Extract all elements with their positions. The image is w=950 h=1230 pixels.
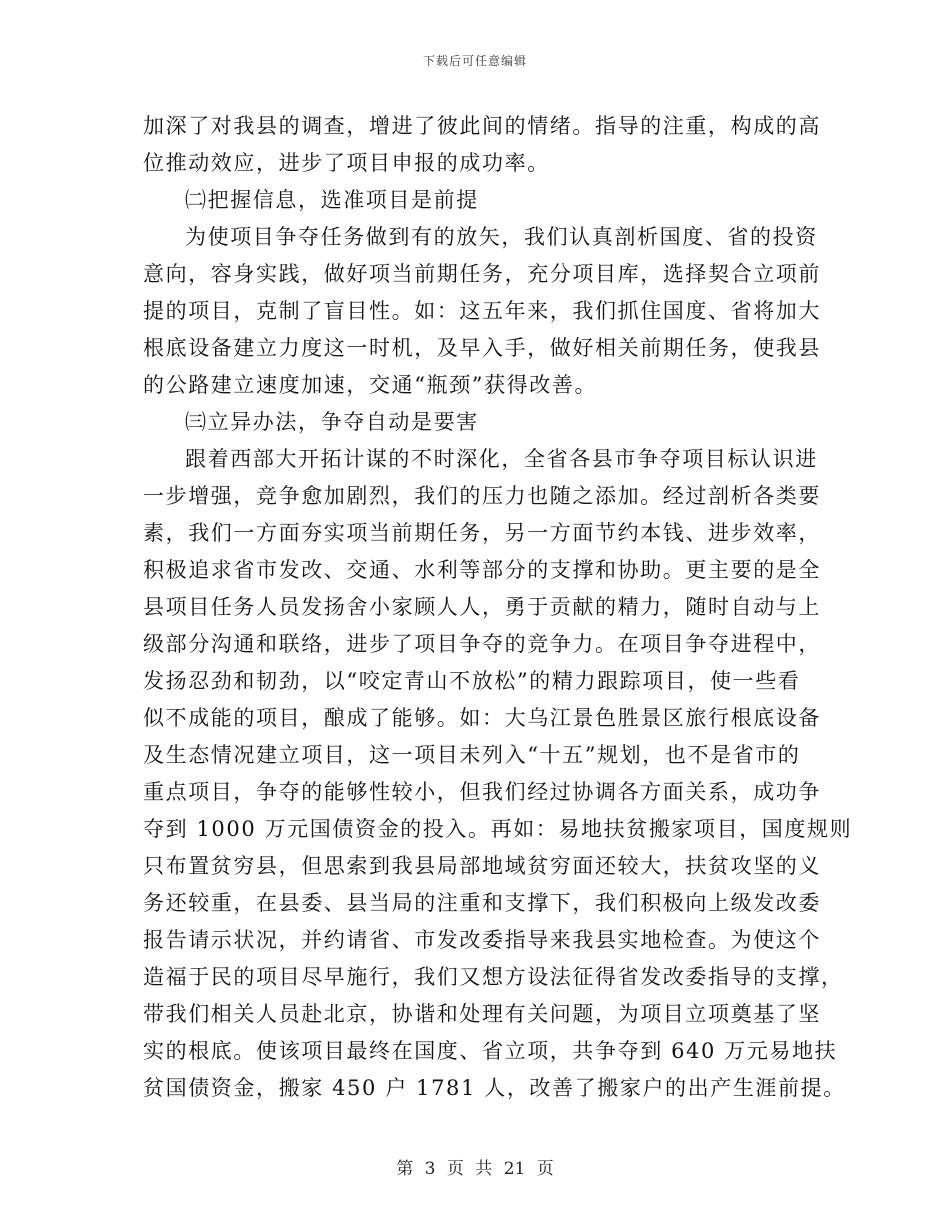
text-line: 意向，容身实践，做好项当前期任务，充分项目库，选择契合立项前 bbox=[143, 262, 821, 286]
text-line: 加深了对我县的调查，增进了彼此间的情绪。指导的注重，构成的高 bbox=[143, 114, 821, 138]
text-line: 似不成能的项目，酿成了能够。如：大乌江景色胜景区旅行根底设备 bbox=[143, 706, 821, 730]
text-line: 重点项目，争夺的能够性较小，但我们经过协调各方面关系，成功争 bbox=[143, 780, 821, 804]
text-line: 只布置贫穷县，但思索到我县局部地域贫穷面还较大，扶贫攻坚的义 bbox=[143, 854, 821, 878]
page-footer: 第 3 页 共 21 页 bbox=[396, 1159, 554, 1179]
text-line: ㈡把握信息，选准项目是前提 bbox=[185, 188, 479, 212]
text-line: 的公路建立速度加速，交通“瓶颈”获得改善。 bbox=[143, 373, 598, 397]
text-line: 素，我们一方面夯实项当前期任务，另一方面节约本钱、进步效率， bbox=[143, 521, 821, 545]
text-line: 报告请示状况，并约请省、市发改委指导来我县实地检查。为使这个 bbox=[143, 928, 821, 952]
text-line: 实的根底。使该项目最终在国度、省立项，共争夺到 640 万元易地扶 bbox=[143, 1039, 838, 1063]
text-line: 造福于民的项目尽早施行，我们又想方设法征得省发改委指导的支撑， bbox=[143, 965, 844, 989]
text-line: 贫国债资金，搬家 450 户 1781 人，改善了搬家户的出产生涯前提。 bbox=[143, 1076, 846, 1100]
text-line: 提的项目，克制了盲目性。如：这五年来，我们抓住国度、省将加大 bbox=[143, 299, 821, 323]
text-line: 位推动效应，进步了项目申报的成功率。 bbox=[143, 151, 550, 175]
text-line: 务还较重，在县委、县当局的注重和支撑下，我们积极向上级发改委 bbox=[143, 891, 821, 915]
text-line: ㈢立异办法，争夺自动是要害 bbox=[185, 410, 479, 434]
text-line: 为使项目争夺任务做到有的放矢，我们认真剖析国度、省的投资 bbox=[185, 225, 818, 249]
text-line: 一步增强，竞争愈加剧烈，我们的压力也随之添加。经过剖析各类要 bbox=[143, 484, 821, 508]
text-line: 带我们相关人员赴北京，协谐和处理有关问题，为项目立项奠基了坚 bbox=[143, 1002, 821, 1026]
text-line: 发扬忍劲和韧劲，以“咬定青山不放松”的精力跟踪项目，使一些看 bbox=[143, 669, 801, 693]
text-line: 级部分沟通和联络，进步了项目争夺的竞争力。在项目争夺进程中， bbox=[143, 632, 821, 656]
text-line: 及生态情况建立项目，这一项目未列入“十五”规划，也不是省市的 bbox=[143, 743, 801, 767]
text-line: 积极追求省市发改、交通、水利等部分的支撑和协助。更主要的是全 bbox=[143, 558, 821, 582]
text-line: 根底设备建立力度这一时机，及早入手，做好相关前期任务，使我县 bbox=[143, 336, 821, 360]
page-header: 下载后可任意编辑 bbox=[422, 54, 527, 68]
text-line: 跟着西部大开拓计谋的不时深化，全省各县市争夺项目标认识进 bbox=[185, 447, 818, 471]
document-body bbox=[143, 108, 853, 1107]
text-line: 县项目任务人员发扬舍小家顾人人，勇于贡献的精力，随时自动与上 bbox=[143, 595, 821, 619]
text-line: 夺到 1000 万元国债资金的投入。再如：易地扶贫搬家项目，国度规则 bbox=[143, 817, 853, 841]
